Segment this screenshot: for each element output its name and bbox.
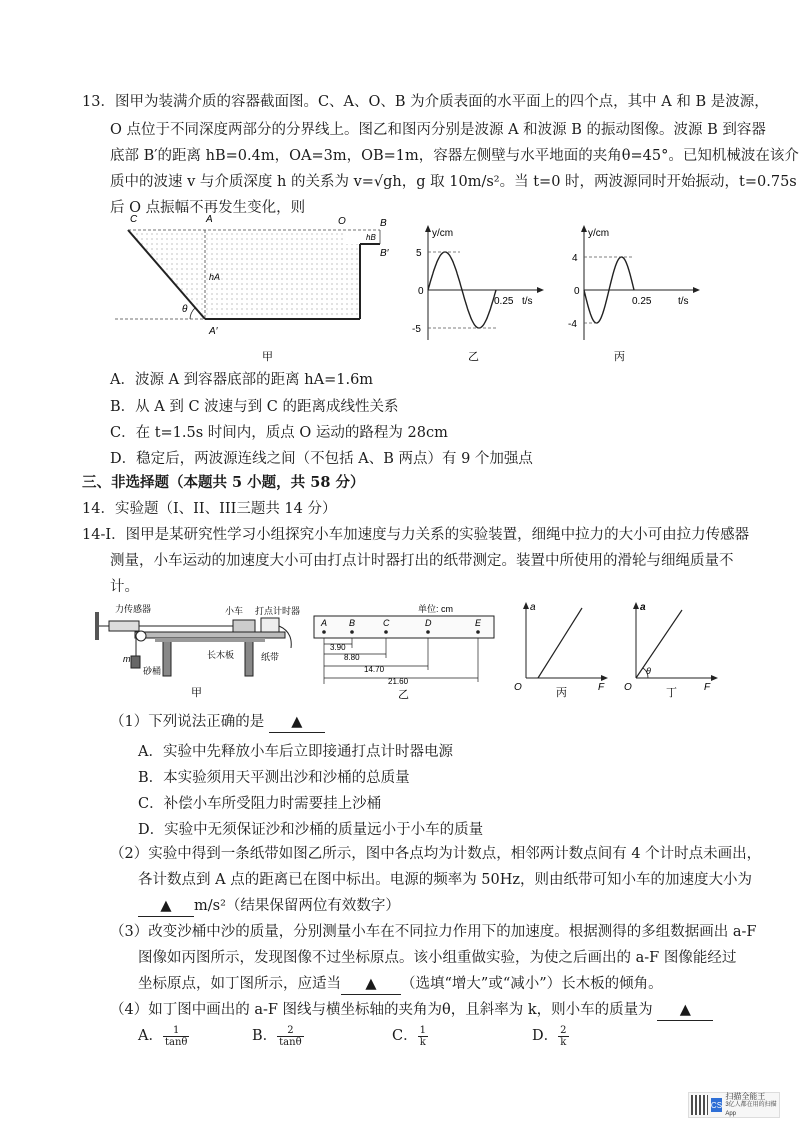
badge-title: 扫描全能王 [725,1091,766,1101]
bing-a: a [530,602,536,613]
opt-a-label: A． [138,1028,163,1044]
ding-theta: θ [646,666,651,676]
answer-blank-2[interactable]: ▲ [138,896,194,917]
q14i-sub4-option-c [392,1024,428,1048]
answer-blank-4[interactable]: ▲ [657,1000,713,1021]
q14i-sub1-option-b: B．本实验须用天平测出沙和沙桶的总质量 [138,770,410,786]
q14-figure-bing [510,598,610,698]
bing-O: O [514,682,522,693]
q14i-sub1-option-c: C．补偿小车所受阻力时需要挂上沙桶 [138,796,382,812]
qr-code-icon [691,1095,708,1115]
q13-line-2: O 点位于不同深度两部分的分界线上。图乙和图丙分别是波源 A 和波源 B 的振动图像。波源 B 到容器 [110,122,766,138]
q14i-line-1: 14-I．图甲是某研究性学习小组探究小车加速度与力关系的实验装置，细绳中拉力的大小可由拉力传感器 [82,527,750,543]
label-timer: 打点计时器 [255,606,301,616]
q14-figure-jia [95,600,305,700]
bing-ylabel: y/cm [588,228,610,239]
q14i-sub4-option-d [532,1024,569,1048]
q14i-sub4 [110,1000,713,1021]
opt-d-num: 2 [560,1024,567,1036]
tape-point-C [384,630,388,634]
caption-bing: 丙 [614,351,625,363]
tape-label-A: A [321,618,328,628]
opt-c-num: 1 [419,1024,426,1036]
tape-unit: 单位: cm [418,604,453,614]
opt-b-label: B． [252,1028,278,1044]
q14-figure-ding [620,598,720,698]
ding-a: a [640,602,646,613]
tape-label-B: B [349,618,356,628]
label-o: O [338,216,346,227]
q14i-sub1-option-d: D．实验中无须保证沙和沙桶的质量远小于小车的质量 [138,822,484,838]
q14i-sub2-a: （2）实验中得到一条纸带如图乙所示，图中各点均为计数点，相邻两计数点间有 4 个计时点未画出， [110,846,762,862]
tape-d2: 8.80 [344,653,360,662]
yi-max: 5 [416,248,422,259]
label-sensor: 力传感器 [115,604,152,614]
tape-label-C: C [383,618,390,628]
q14-figure-yi [310,600,498,700]
ding-F: F [704,682,711,693]
caption-yi: 乙 [468,351,479,363]
q14i-sub4-option-b [252,1024,304,1048]
caption-14-jia: 甲 [191,687,202,699]
q14i-line-3: 计。 [110,579,139,595]
opt-d-label: D． [532,1028,559,1044]
opt-a-num: 1 [163,1025,189,1037]
tape-d4: 21.60 [388,677,409,686]
ding-O: O [624,682,632,693]
camscanner-logo-icon: CS [711,1098,723,1112]
label-car: 小车 [225,606,244,616]
scanner-badge [688,1092,780,1118]
bing-t: 0.25 [632,296,652,307]
tape-point-B [350,630,354,634]
label-c: C [130,214,138,225]
q14i-sub1-text: （1）下列说法正确的是 [110,714,265,730]
opt-d-den: k [560,1036,567,1048]
label-hb: hB [366,233,376,242]
label-theta: θ [182,304,188,315]
q14i-sub3-c2: （选填“增大”或“减小”）长木板的倾角。 [401,976,663,992]
q14i-sub4-option-a [138,1024,189,1048]
yi-zero: 0 [418,286,424,297]
tape-d1: 3.90 [330,643,346,652]
q14i-sub3-c1: 坐标原点，如丁图所示，应适当 [138,976,341,992]
bing-xlabel: t/s [678,296,689,307]
q13-line-1: 13．图甲为装满介质的容器截面图。C、A、O、B 为介质表面的水平面上的四个点，其中 A 和 B 是波源， [82,94,769,110]
q13-option-b: B．从 A 到 C 波速与到 C 的距离成线性关系 [110,399,399,415]
q14i-sub4-text: （4）如丁图中画出的 a-F 图线与横坐标轴的夹角为θ，且斜率为 k，则小车的质量为 [110,1002,653,1018]
label-bucket: 砂桶 [143,666,162,676]
tape-label-D: D [425,618,432,628]
bing-F: F [598,682,605,693]
q14i-sub2-c [138,896,400,917]
q14i-sub1 [110,712,325,733]
yi-t: 0.25 [494,296,514,307]
tape-point-E [476,630,480,634]
opt-a-den: tanθ [164,1036,188,1048]
caption-14-bing: 丙 [556,687,567,698]
yi-xlabel: t/s [522,296,533,307]
label-tape: 纸带 [261,652,280,662]
q13-option-a: A．波源 A 到容器底部的距离 hA=1.6m [110,372,374,388]
q13-line-3: 底部 B′的距离 hB=0.4m，OA=3m，OB=1m，容器左侧壁与水平地面的夹角θ=45°。已知机械波在该介 [110,148,799,164]
yi-min: -5 [412,324,421,335]
answer-blank-3[interactable]: ▲ [341,974,401,995]
opt-b-den: tanθ [279,1036,302,1048]
yi-ylabel: y/cm [432,228,454,239]
bing-max: 4 [572,253,578,264]
q14i-sub1-option-a: A．实验中先释放小车后立即接通打点计时器电源 [138,744,453,760]
label-board: 长木板 [207,650,235,660]
tape-label-E: E [475,618,482,628]
label-a-prime: A′ [209,326,218,337]
label-m: m [123,654,131,664]
label-ha: hA [209,272,221,282]
tape-d3: 14.70 [364,665,385,674]
q14i-line-2: 测量，小车运动的加速度大小可由打点计时器打出的纸带测定。装置中所使用的滑轮与细绳质量不 [110,553,734,569]
label-b: B [380,218,387,229]
q14-heading: 14．实验题（I、II、III三题共 14 分） [82,501,337,517]
tape-point-A [322,630,326,634]
q14i-sub3-c [138,974,663,995]
label-b-prime: B′ [380,248,389,259]
tape-point-D [426,630,430,634]
q13-option-c: C．在 t=1.5s 时间内，质点 O 运动的路程为 28cm [110,425,448,441]
caption-14-yi: 乙 [398,689,409,700]
bing-min: -4 [568,319,577,330]
q14i-sub2-b: 各计数点到 A 点的距离已在图中标出。电源的频率为 50Hz，则由纸带可知小车的加速度大小为 [138,872,753,888]
opt-c-den: k [419,1036,426,1048]
q14i-sub2-c-text: m/s²（结果保留两位有效数字） [194,898,400,914]
q13-figure-jia [110,212,390,364]
q13-line-4: 质中的波速 v 与介质深度 h 的关系为 v=√gh，g 取 10m/s²。当 t=0 时，两波源同时开始振动，t=0.75s [110,174,797,190]
opt-c-label: C． [392,1028,418,1044]
label-a: A [206,214,213,225]
badge-subtitle: 3亿人都在用的扫描App [725,1101,777,1117]
q14i-sub3-b: 图像如丙图所示，发现图像不过坐标原点。该小组重做实验，为使之后画出的 a-F 图像能经过 [138,950,737,966]
q14i-sub3-a: （3）改变沙桶中沙的质量，分别测量小车在不同拉力作用下的加速度。根据测得的多组数据画出 a-F [110,924,757,940]
q13-line-5: 后 O 点振幅不再发生变化，则 [110,200,306,216]
caption-14-ding: 丁 [666,687,677,698]
opt-b-num: 2 [277,1025,303,1037]
bing-zero: 0 [574,286,580,297]
q13-figure-bing [566,222,706,364]
answer-blank-1[interactable]: ▲ [269,712,325,733]
caption-jia: 甲 [262,351,273,363]
q13-figure-yi [410,222,550,364]
q13-option-d: D．稳定后，两波源连线之间（不包括 A、B 两点）有 9 个加强点 [110,451,533,467]
section-3-heading: 三、非选择题（本题共 5 小题，共 58 分） [82,474,365,491]
